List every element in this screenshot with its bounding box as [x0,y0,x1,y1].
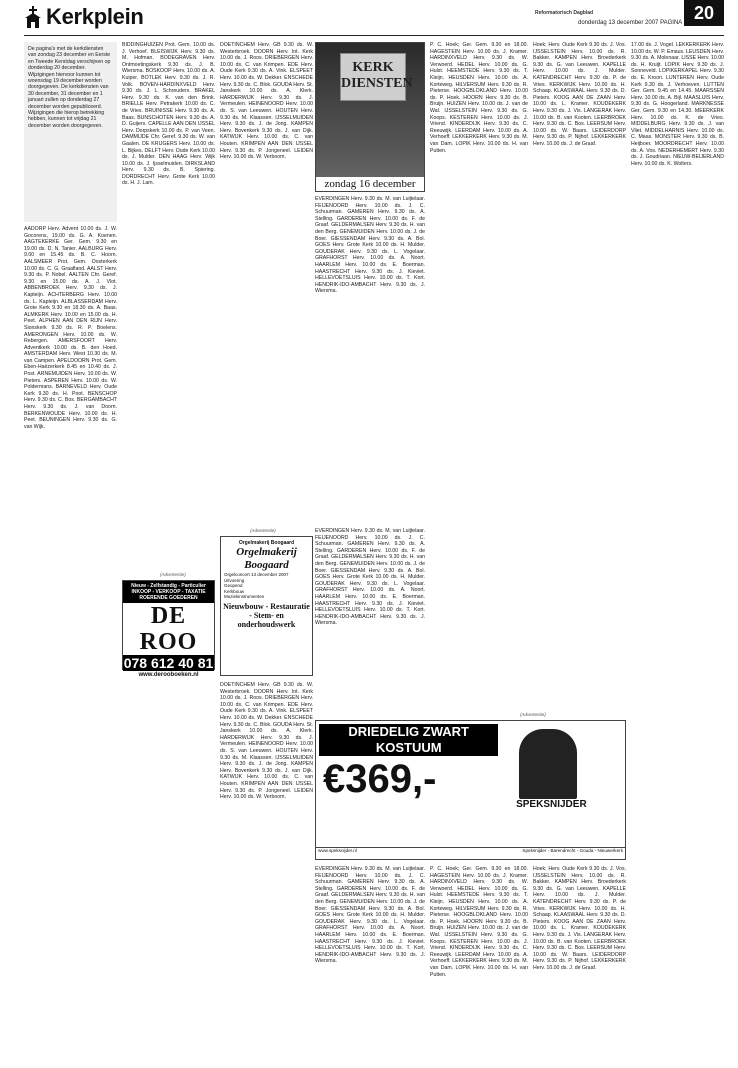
organ-line-2: Uitvoering [224,577,245,583]
listing-column-2: BIDDINGHUIZEN Prot. Gem. 10.00 ds. J. Verhoef. BLEISWIJK Herv. 9.30 ds. M. Hofman. BODEGRAVEN Herv. Ontmoetingskerk 9.30 ds. J. B. Wiersma. BOSKOOP Herv. 10.00 ds. A. Kuiper. BOTLEK Herv. 9.30 ds. J. R. Volk. BOVEN-HARDINXVELD Herv. 9.30 ds. J. L. Schreuders. BRAKEL Herv. 9.30 ds. K. van den Brink. BRIELLE Herv. Petrakerk 10.00 ds. C. de Vries. BRUINISSE Herv. 9.30 ds. A. Baas. BUNSCHOTEN Herv. 9.30 ds. A. D. Guijers. CAPELLE AAN DEN IJSSEL Herv. Dorpskerk 10.00 ds. P. van Veen. DAMMIJDE Chr. Geref. 9.30 ds. W. van Gaalen. DE KRIJGERS Herv. 10.00 ds. L. Bijkes. DELFT Herv. Oude Kerk 10.00 ds. J. Mulder. DEN HAAG Herv. Wijk 10.00 ds. J. Ijsselmuiden. DIRKSLAND Herv. 9.30 ds. B. Spiering. DORDRECHT Herv. Grote Kerk 10.00 ds. H. J. Lam. [122,42,215,187]
ad-deroo-site: www.derooboeken.nl [138,672,199,678]
dd-right [501,721,625,859]
page-header [0,0,738,36]
listing-column-4c: EVERDINGEN Herv. 9.30 ds. M. van Luijtelaar. FEIJENOORD Herv. 10.00 ds. J. C. Schuurman. GAMEREN Herv. 9.30 ds. A. Stelling. GARDEREN Herv. 10.00 ds. F. de Graaf. GELDERMALSEN Herv. 9.30 ds. H. van den Berg. GENEMUIDEN Herv. 10.00 ds. J. de Boer. GIESSENDAM Herv. 9.30 ds. A. Bol. GOES Herv. Grote Kerk 10.00 ds. H. Mulder. GOUDERAK Herv. 9.30 ds. L. Vogelaar. GRAFHORST Herv. 10.00 ds. A. Noort. HAARLEM Herv. 10.00 ds. E. Boerman. HAASTRECHT Herv. 9.30 ds. J. Kieviet. HELLEVOETSLUIS Herv. 10.00 ds. T. Kort. HENDRIK-IDO-AMBACHT Herv. 9.30 ds. J. Wiersma. [315,866,425,965]
listing-column-5: P. C. Hoek; Ger. Gem. 9.30 en 18.00. HAGESTEIN Herv. 10.00 ds. J. Kramer. HARDINXVELD Herv. 9.30 ds. W. Verwoerd. HEDEL Herv. 10.00 ds. G. Hulst. HEEMSTEDE Herv. 9.30 ds. T. Kleijn. HEUSDEN Herv. 10.00 ds. A. Korteweg. HILVERSUM Herv. 9.30 ds. R. Pieterse. HOOGBLOKLAND Herv. 10.00 ds. P. Hoek. HOORN Herv. 9.30 ds. B. Bruijn. HUIZEN Herv. 10.00 ds. J. van de Wal. IJSSELSTEIN Herv. 9.30 ds. G. Koops. KESTEREN Herv. 10.00 ds. J. Vriend. KINDERDIJK Herv. 9.30 ds. C. Reeuwijk. LEERDAM Herv. 10.00 ds. A. Verhoeff. LEKKERKERK Herv. 9.30 ds. M. van Dam. LOPIK Herv. 10.00 ds. H. van Putten. [430,42,528,154]
listing-column-6: Hoek; Herv. Oude Kerk 9.30 ds. J. Vos. IJSSELSTEIN Herv. 10.00 ds. R. Bakker. KAMPEN Herv. Broederkerk 9.30 ds. G. van Leeuwen. KAPELLE Herv. 10.00 ds. J. Mulder. KATENDRECHT Herv. 9.30 ds. P. de Vries. KERKWIJK Herv. 10.00 ds. H. Schaap. KLAASWAAL Herv. 9.30 ds. D. Pieters. KOOG AAN DE ZAAN Herv. 10.00 ds. L. Kramer. KOUDEKERK Herv. 9.30 ds. J. Vis. LANGERAK Herv. 10.00 ds. B. van Kooten. LEERBROEK Herv. 9.30 ds. C. Bos. LEERSUM Herv. 10.00 ds. W. Baars. LEIDERDORP Herv. 9.30 ds. P. Nijhof. LEKKERKERK Herv. 10.00 ds. J. de Graaf. [533,42,626,147]
dd-left [316,721,501,859]
header-rule [24,35,724,36]
listing-column-3: DOETINCHEM Herv. GB 9.30 ds. W. Westerbroek. DOORN Herv. Int. Kerk 10.00 ds. J. Roos. DRIEBERGEN Herv. 10.00 ds. C. van Krimpen. EDE Herv. Oude Kerk 9.30 ds. A. Vink. ELSPEET Herv. 10.00 ds. W. Dekker. ENSCHEDE Herv. 9.30 ds. C. Blok. GOUDA Herv. St. Janskerk 10.00 ds. A. Klerk. HARDERWIJK Herv. 9.30 ds. J. Vermeulen. HEINENOORD Herv. 10.00 ds. S. van Leeuwen. HOUTEN Herv. 9.30 ds. M. Klaassen. IJSSELMUIDEN Herv. 9.30 ds. J. de Jong. KAMPEN Herv. Bovenkerk 9.30 ds. J. van Dijk. KATWIJK Herv. 10.00 ds. C. van Houten. KRIMPEN AAN DEN IJSSEL Herv. 9.30 ds. P. Jongeneel. LEIDEN Herv. 10.00 ds. W. Verboom. [220,42,313,161]
page-number: 20 [684,0,724,26]
dd-stores: Speksnijder - Barendrecht - Gouda - Nieuwerkerk [522,848,623,853]
dd-website[interactable]: www.speksnijder.nl [318,848,357,853]
church-icon [24,6,42,28]
listing-column-4: EVERDINGEN Herv. 9.30 ds. M. van Luijtelaar. FEIJENOORD Herv. 10.00 ds. J. C. Schuurman. GAMEREN Herv. 9.30 ds. A. Stelling. GARDEREN Herv. 10.00 ds. F. de Graaf. GELDERMALSEN Herv. 9.30 ds. H. van den Berg. GENEMUIDEN Herv. 10.00 ds. J. de Boer. GIESSENDAM Herv. 9.30 ds. A. Bol. GOES Herv. Grote Kerk 10.00 ds. H. Mulder. GOUDERAK Herv. 9.30 ds. L. Vogelaar. GRAFHORST Herv. 10.00 ds. A. Noort. HAARLEM Herv. 10.00 ds. E. Boerman. HAASTRECHT Herv. 9.30 ds. J. Kieviet. HELLEVOETSLUIS Herv. 10.00 ds. T. Kort. HENDRIK-IDO-AMBACHT Herv. 9.30 ds. J. Wiersma. [315,196,425,295]
listing-column-1: AADORP Herv. Advent 10.00 ds. J. W. Gocorens, 19.00 ds. G. A. Koenen. AAGTEKERKE Ger. Gem. 9.30 en 19.00 ds. D. N. Tanier. AALBURG Herv. 9.00 en 15.45 ds. B. C. Hoorn. AALSMEER Prot. Gem. Oosterkerk 10.00 ds. C. G. Graafland. AALST Herv. 9.30 ds. P. Nobel. AALTEN Chr. Geref. 9.30 en 15.00 ds. A. J. Vlot. ABBENBROEK Herv. 9.30 ds. J. Kapteijn. ACHTERBERG Herv. 10.00 ds. L. Kapteijn. ALBLASSERDAM Herv. Grote Kerk 9.30 en 18.30 ds. A. Baas. ALMKERK Herv. 10.00 en 15.00 ds. H. Peet. ALPHEN AAN DEN RIJN Herv. Sionskerk 9.30 ds. R. P. Boelens. AMERONGEN Herv. 10.00 ds. W. Rebergen. AMERSFOORT Herv. Adventkerk 10.00 ds. B. den Hoed. AMSTERDAM Herv. West 10.30 ds. M. van Campen. APELDOORN Prot. Gem. Eben-Haëzerkerk 8.45 en 10.40 ds. J. Post. ARNEMUIDEN Herv. 10.00 ds. W. Pieters. ASPEREN Herv. 10.00 ds. W. Poldermans. BARNEVELD Herv. Oude Kerk 9.30 ds. H. Poot. BENSCHOP Herv. 9.30 ds. C. Bos. BERGAMBACHT Herv. 9.30 ds. J. van Doorn. BERKENWOUDE Herv. 10.00 ds. H. Peet. BEUNINGEN Herv. 9.30 ds. G. van Wijk. [24,226,117,430]
kerk-sign [340,53,413,101]
organ-line-5: Muziekinstrumenten [224,594,265,600]
ad-deroo-top: Nieuw - Zelfstandig - Particulier INKOOP - VERKOOP - TAXATIE ROERENDE GOEDEREN [123,581,214,603]
advertentie-label-2: (Advertentie) [250,528,276,533]
suit-icon [519,729,577,799]
dd-title: DRIEDELIG ZWART KOSTUUM [319,724,498,756]
section-title: Kerkplein [46,4,144,29]
ad-orgelmakerij[interactable] [220,536,313,676]
publication-name: Reformatorisch Dagblad [535,10,594,16]
dd-price: €369,- [323,757,437,801]
kerk-caption: zondag 16 december [316,177,424,191]
dd-bottom [316,847,625,859]
intro-notice: De pagina's met de kerkdiensten van zondag 23 december en Eerste en Tweede Kerstdag verschijnen op donderdag 20 december. Wijzigingen hiervoor kunnen tot woensdag 19 december worden doorgegeven. De kerkdiensten van 30 december, 31 december en 1 januari zullen op donderdag 27 december worden gepubliceerd. Wijzigingen die hierop betrekking hebben, kunnen tot vrijdag 21 december worden doorgegeven. [24,42,117,222]
listing-column-3b: DOETINCHEM Herv. GB 9.30 ds. W. Westerbroek. DOORN Herv. Int. Kerk 10.00 ds. J. Roos. DRIEBERGEN Herv. 10.00 ds. C. van Krimpen. EDE Herv. Oude Kerk 9.30 ds. A. Vink. ELSPEET Herv. 10.00 ds. W. Dekker. ENSCHEDE Herv. 9.30 ds. C. Blok. GOUDA Herv. St. Janskerk 10.00 ds. A. Klerk. HARDERWIJK Herv. 9.30 ds. J. Vermeulen. HEINENOORD Herv. 10.00 ds. S. van Leeuwen. HOUTEN Herv. 9.30 ds. M. Klaassen. IJSSELMUIDEN Herv. 9.30 ds. J. de Jong. KAMPEN Herv. Bovenkerk 9.30 ds. J. van Dijk. KATWIJK Herv. 10.00 ds. C. van Houten. KRIMPEN AAN DEN IJSSEL Herv. 9.30 ds. P. Jongeneel. LEIDEN Herv. 10.00 ds. W. Verboom. [220,682,313,801]
ad-deroo-phone: 078 612 40 81 [123,655,214,671]
listing-column-5b: P. C. Hoek; Ger. Gem. 9.30 en 18.00. HAGESTEIN Herv. 10.00 ds. J. Kramer. HARDINXVELD Herv. 9.30 ds. W. Verwoerd. HEDEL Herv. 10.00 ds. G. Hulst. HEEMSTEDE Herv. 9.30 ds. T. Kleijn. HEUSDEN Herv. 10.00 ds. A. Korteweg. HILVERSUM Herv. 9.30 ds. R. Pieterse. HOOGBLOKLAND Herv. 10.00 ds. P. Hoek. HOORN Herv. 9.30 ds. B. Bruijn. HUIZEN Herv. 10.00 ds. J. van de Wal. IJSSELSTEIN Herv. 9.30 ds. G. Koops. KESTEREN Herv. 10.00 ds. J. Vriend. KINDERDIJK Herv. 9.30 ds. C. Reeuwijk. LEERDAM Herv. 10.00 ds. A. Verhoeff. LEKKERKERK Herv. 9.30 ds. M. van Dam. LOPIK Herv. 10.00 ds. H. van Putten. [430,866,528,978]
organ-line-1: Orgelconcert 13 december 2007 [224,572,289,577]
organ-foot: Nieuwbouw - Restauratie - Stem- en onderhoudswerk [223,601,310,629]
ad-kerkdiensten-photo [315,42,425,192]
listing-column-6b: Hoek; Herv. Oude Kerk 9.30 ds. J. Vos. IJSSELSTEIN Herv. 10.00 ds. R. Bakker. KAMPEN Herv. Broederkerk 9.30 ds. G. van Leeuwen. KAPELLE Herv. 10.00 ds. J. Mulder. KATENDRECHT Herv. 9.30 ds. P. de Vries. KERKWIJK Herv. 10.00 ds. H. Schaap. KLAASWAAL Herv. 9.30 ds. D. Pieters. KOOG AAN DE ZAAN Herv. 10.00 ds. L. Kramer. KOUDEKERK Herv. 9.30 ds. J. Vis. LANGERAK Herv. 10.00 ds. B. van Kooten. LEERBROEK Herv. 9.30 ds. C. Bos. LEERSUM Herv. 10.00 ds. W. Baars. LEIDERDORP Herv. 9.30 ds. P. Nijhof. LEKKERKERK Herv. 10.00 ds. J. de Graaf. [533,866,626,971]
organ-top: Orgelmakerij Boogaard [238,540,295,546]
listing-column-4b: EVERDINGEN Herv. 9.30 ds. M. van Luijtelaar. FEIJENOORD Herv. 10.00 ds. J. C. Schuurman. GAMEREN Herv. 9.30 ds. A. Stelling. GARDEREN Herv. 10.00 ds. F. de Graaf. GELDERMALSEN Herv. 9.30 ds. H. van den Berg. GENEMUIDEN Herv. 10.00 ds. J. de Boer. GIESSENDAM Herv. 9.30 ds. A. Bol. GOES Herv. Grote Kerk 10.00 ds. H. Mulder. GOUDERAK Herv. 9.30 ds. L. Vogelaar. GRAFHORST Herv. 10.00 ds. A. Noort. HAARLEM Herv. 10.00 ds. E. Boerman. HAASTRECHT Herv. 9.30 ds. J. Kieviet. HELLEVOETSLUIS Herv. 10.00 ds. T. Kort. HENDRIK-IDO-AMBACHT Herv. 9.30 ds. J. Wiersma. [315,528,425,627]
ad-speksnijder[interactable] [315,720,626,860]
listing-column-7: 17.00 ds. J. Vogel. LEKKERKERK Herv. 10.00 ds. W. P. Emaus. LEUSDEN Herv. 9.30 ds. A. Molenaar. LISSE Herv. 10.00 ds. H. Kruijt. LOPIK Herv. 9.30 ds. J. Sonneveld. LOPIKERKAPEL Herv. 9.30 ds. E. Kroon. LUNTEREN Herv. Oude Kerk 9.30 ds. J. Verhoeven. LUTTEN Ger. Gem. 9.45 en 14.45. MAARSSEN Herv. 10.00 ds. A. Bijl. MAASLUIS Herv. 9.30 ds. G. Hoogerland. MARKNESSE Ger. Gem. 9.30 en 14.30. MEERKERK Herv. 10.00 ds. K. de Vries. MIDDELBURG Herv. 9.30 ds. J. van Vliet. MIDDELHARNIS Herv. 10.00 ds. C. Maas. MONSTER Herv. 9.30 ds. B. Heijboer. MOORDRECHT Herv. 10.00 ds. A. Vos. NEDERHEMERT Herv. 9.30 ds. J. Goudriaan. NIEUW-BEIJERLAND Herv. 10.00 ds. K. Wolters. [631,42,724,167]
kerk-sign-line1: KERK [352,60,394,75]
advertentie-label-3: (Advertentie) [520,712,546,717]
date-line: donderdag 13 december 2007 PAGINA [578,20,683,26]
section-logo [24,4,144,30]
organ-line-4: Kerkbouw [224,588,245,594]
ad-deroo-brand: DE ROO [139,603,198,655]
kerk-sign-line2: DIENSTEN [341,76,413,91]
organ-name: Orgelmakerij Boogaard [236,546,297,571]
ad-de-roo[interactable] [122,580,215,678]
advertentie-label: (Advertentie) [160,572,186,577]
dd-logo: SPEKSNIJDER [516,799,587,810]
organ-line-3: Geopend [224,583,243,589]
